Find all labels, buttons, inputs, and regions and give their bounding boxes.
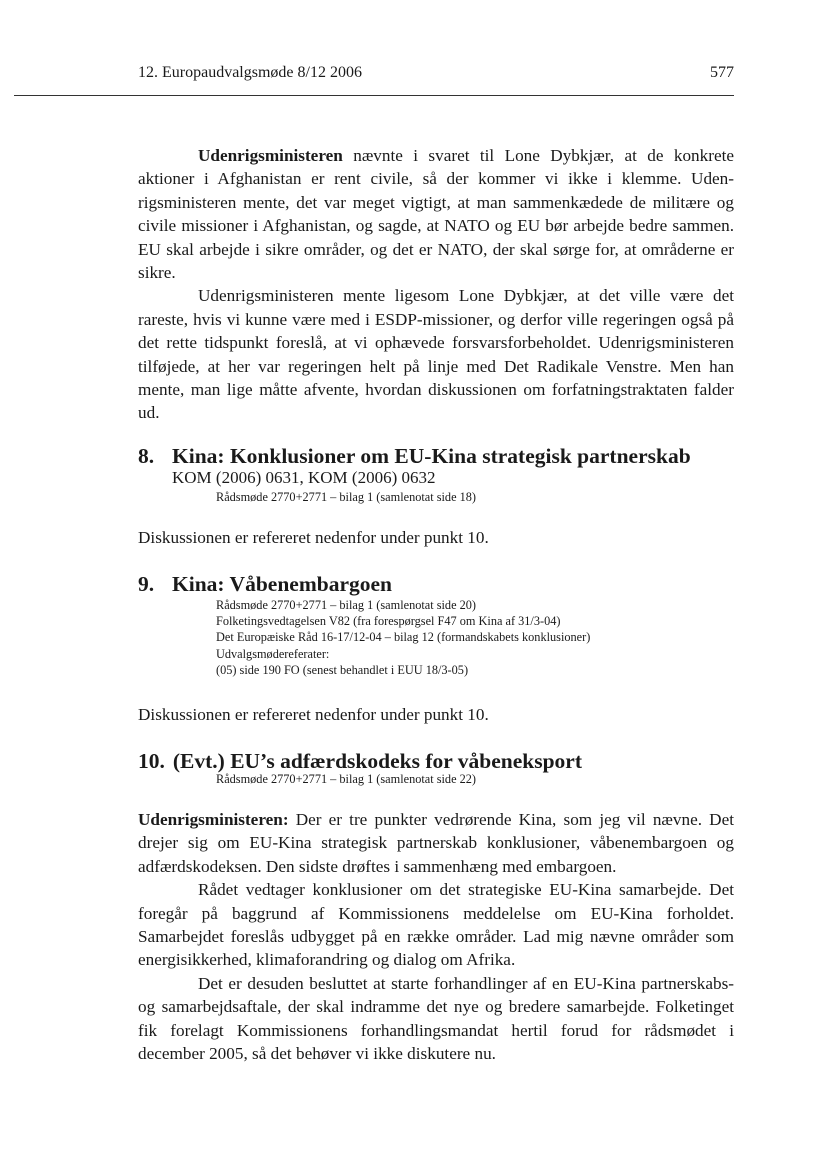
section-9-number: 9.	[138, 572, 155, 596]
section-9-title: Kina: Våbenembargoen	[172, 572, 392, 596]
section-8-paragraph: Diskussionen er refereret nedenfor under punkt 10.	[138, 528, 489, 547]
section-8-ref-list	[216, 489, 716, 505]
ref-line: Rådsmøde 2770+2771 – bilag 1 (samlenotat side 22)	[216, 772, 477, 786]
ref-line: Udvalgsmødereferater:	[216, 646, 330, 661]
section-8-document-refs: KOM (2006) 0631, KOM (2006) 0632	[172, 468, 436, 487]
section-10-paragraph-2: Rådet vedtager konklusioner om det strategiske EU-Kina samarbejde. Det foregår på baggrund af Kommissionens meddelelse om EU-Kina forholdet. Samarbejdet foreslås udbygget på en række områder. Lad mig nævne områder som energisikkerhed, klimaforandring og dialog om Afrika.	[138, 880, 734, 970]
running-header	[138, 64, 734, 86]
speaker-name: Udenrigsministeren	[198, 146, 343, 165]
section-8-title: Kina: Konklusioner om EU-Kina strategisk partnerskab	[172, 444, 691, 468]
page-number: 577	[710, 64, 734, 81]
section-10-paragraph-1	[138, 808, 734, 878]
section-8-number: 8.	[138, 444, 155, 468]
intro-paragraph-1	[138, 144, 734, 284]
section-9-ref-list	[216, 597, 716, 678]
speaker-name: Udenrigsministeren:	[138, 810, 289, 829]
section-10-number: 10.	[138, 749, 165, 773]
section-10-paragraph-3: Det er desuden besluttet at starte forhandlinger af en EU-Kina partnerskabs- og samarbejdsaftale, der skal indramme det nye og bredere samarbejde. Folketinget fik forelagt Kommissionens forhandlingsmandat hertil forud for rådsmødet i december 2005, så det behøver vi ikke diskutere nu.	[138, 973, 734, 1064]
ref-line: Rådsmøde 2770+2771 – bilag 1 (samlenotat side 18)	[216, 490, 477, 504]
ref-line: Det Europæiske Råd 16-17/12-04 – bilag 12 (formandskabets konklusioner)	[216, 630, 591, 645]
section-9-paragraph: Diskussionen er refereret nedenfor under punkt 10.	[138, 705, 489, 724]
paragraph-text: Der er tre punkter vedrørende Kina, som jeg vil nævne. Det drejer sig om EU-Kina strategisk partnerskab konklusioner, våbenembargoen og adfærdskodeksen. Den sidste drøftes i sammenhæng med embargoen.	[138, 810, 734, 876]
section-10-title: (Evt.) EU’s adfærdskodeks for våbeneksport	[172, 749, 583, 773]
intro-paragraph-2: Udenrigsministeren mente ligesom Lone Dybkjær, at det ville være det rareste, hvis vi kunne være med i ESDP-missioner, og derfor ville regeringen også på det rette tidspunkt foreslå, at vi ophævede forsvarsforbeholdet. Udenrigsministeren tilføjede, at her var regeringen helt på linje med Det Radikale Venstre. Men han mente, man lige måtte afvente, hvordan diskussionen om forfatningstraktaten falder ud.	[138, 286, 734, 423]
section-8-body	[138, 526, 734, 549]
header-meeting-title: 12. Europaudvalgsmøde 8/12 2006	[138, 64, 362, 81]
section-10-ref-list	[216, 771, 716, 787]
paragraph-text: nævnte i svaret til Lone Dybkjær, at de konkrete aktioner i Afghanistan er rent civile, så der kommer vi ikke i klemme. Udenrigsministeren mente, det var meget vigtigt, at man sammenkædede de militære og civile missioner i Afghanistan, og sagde, at NATO og EU bør arbejde bedre sammen. EU skal arbejde i sikre områder, og det er NATO, der skal sørge for, at områderne er sikre.	[138, 146, 734, 283]
ref-line: (05) side 190 FO (senest behandlet i EUU 18/3-05)	[216, 662, 469, 677]
ref-line: Folketingsvedtagelsen V82 (fra forespørgsel F47 om Kina af 31/3-04)	[216, 614, 561, 629]
section-9-heading	[138, 571, 738, 597]
section-10-body	[138, 808, 734, 1065]
section-9-body	[138, 703, 734, 726]
ref-line: Rådsmøde 2770+2771 – bilag 1 (samlenotat side 20)	[216, 598, 477, 612]
header-rule	[14, 95, 734, 96]
intro-section	[138, 144, 734, 425]
section-8-heading	[138, 443, 738, 469]
